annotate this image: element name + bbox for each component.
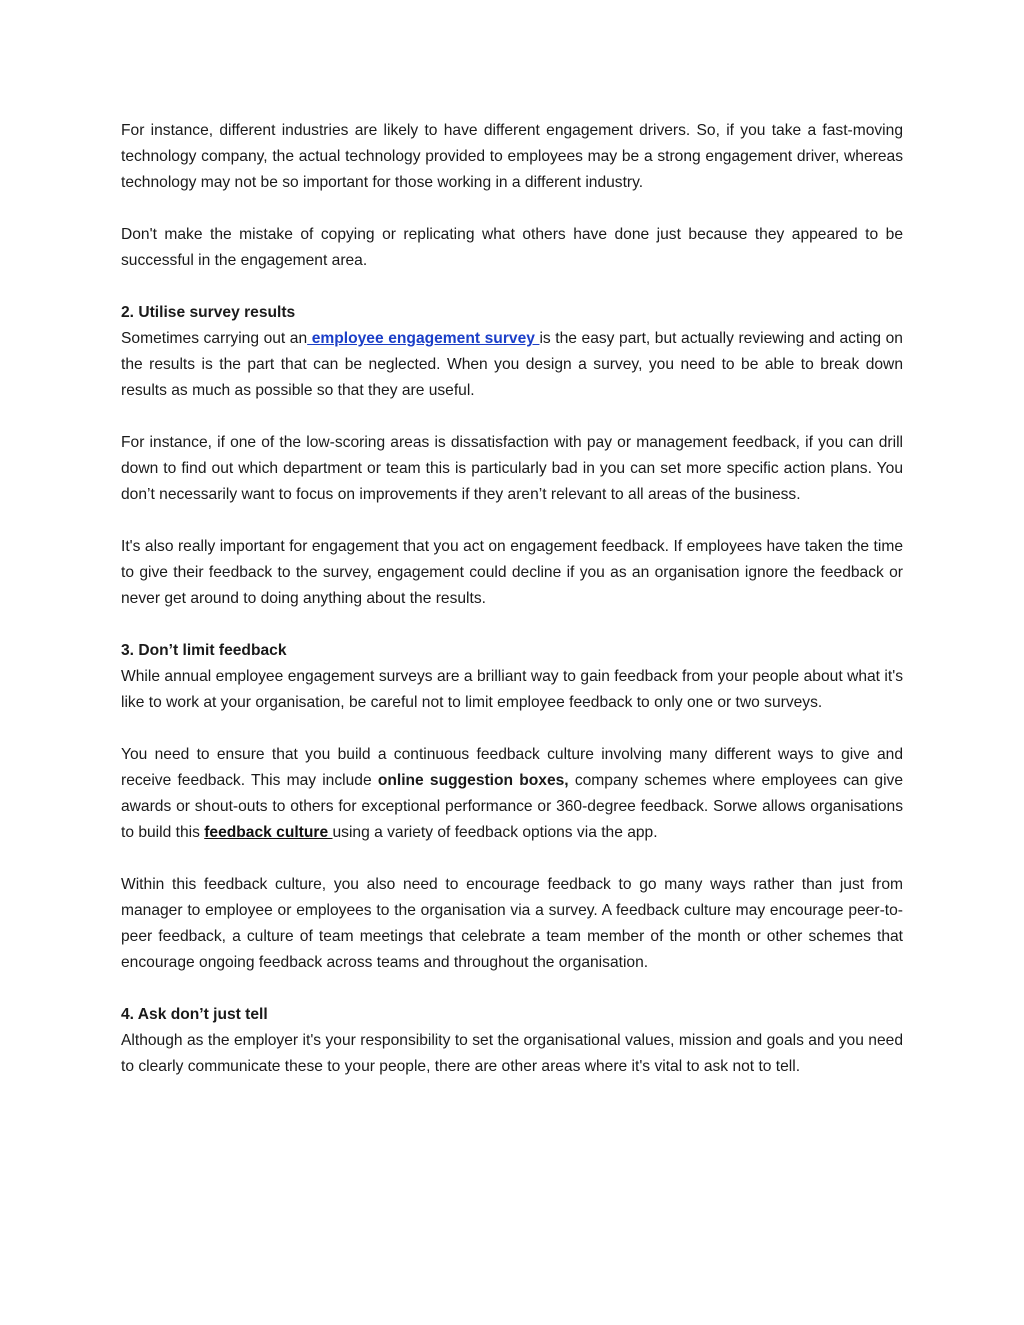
paragraph-low-scoring-areas: For instance, if one of the low-scoring areas is dissatisfaction with pay or management feedback, if you can drill down to find out which department or team this is particularly bad in you can set more specific action plans. You don’t necessarily want to focus on improvements if they aren’t relevant to all areas of the business. xyxy=(121,434,903,503)
employee-engagement-survey-link[interactable]: employee engagement survey xyxy=(307,330,540,347)
feedback-culture-link[interactable]: feedback culture xyxy=(204,824,333,841)
section-dont-limit-feedback xyxy=(121,638,903,716)
paragraph-industries: For instance, different industries are likely to have different engagement drivers. So, if you take a fast-moving technology company, the actual technology provided to employees may be a strong engagement driver, whereas technology may not be so important for those working in a different industry. xyxy=(121,122,903,191)
text-segment: is the easy part, but actually reviewing and acting on the results is the part that can be neglected. When you design a survey, you need to be able to break down results as much as possible so that they are useful. xyxy=(121,330,903,399)
heading-dont-limit-feedback: 3. Don’t limit feedback xyxy=(121,642,287,659)
text-segment: Sometimes carrying out an xyxy=(121,330,308,347)
heading-utilise-survey-results: 2. Utilise survey results xyxy=(121,304,296,321)
heading-ask-dont-just-tell: 4. Ask don’t just tell xyxy=(121,1006,268,1023)
paragraph-annual-surveys: While annual employee engagement surveys are a brilliant way to gain feedback from your people about what it's like to work at your organisation, be careful not to limit employee feedback to only one or two surveys. xyxy=(121,668,903,711)
paragraph-organisational-values: Although as the employer it's your responsibility to set the organisational values, mission and goals and you need to clearly communicate these to your people, there are other areas where it's vital to ask not to tell. xyxy=(121,1032,903,1075)
text-segment: using a variety of feedback options via the app. xyxy=(332,824,658,841)
paragraph-feedback-many-ways: Within this feedback culture, you also need to encourage feedback to go many ways rather than just from manager to employee or employees to the organisation via a survey. A feedback culture may encourage peer-to-peer feedback, a culture of team meetings that celebrate a team member of the month or other schemes that encourage ongoing feedback across teams and throughout the organisation. xyxy=(121,876,903,971)
section-utilise-survey-results xyxy=(121,300,903,404)
paragraph-survey-intro xyxy=(121,326,903,404)
section-ask-dont-just-tell xyxy=(121,1002,903,1080)
paragraph-dont-copy: Don't make the mistake of copying or replicating what others have done just because they appeared to be successful in the engagement area. xyxy=(121,226,903,269)
bold-online-suggestion-boxes: online suggestion boxes, xyxy=(377,772,569,789)
paragraph-act-on-feedback: It's also really important for engagement that you act on engagement feedback. If employees have taken the time to give their feedback to the survey, engagement could decline if you as an organisation ignore the feedback or never get around to doing anything about the results. xyxy=(121,538,903,607)
document-page xyxy=(121,118,903,1106)
text-segment: company schemes where employees can give awards or shout-outs to others for exceptional performance or 360-degree feedback. Sorwe allows organisations to build this xyxy=(121,772,904,841)
text-segment: You need to ensure that you build a continuous feedback culture involving many different ways to give and receive feedback. This may include xyxy=(121,746,903,789)
paragraph-continuous-feedback xyxy=(121,742,903,846)
